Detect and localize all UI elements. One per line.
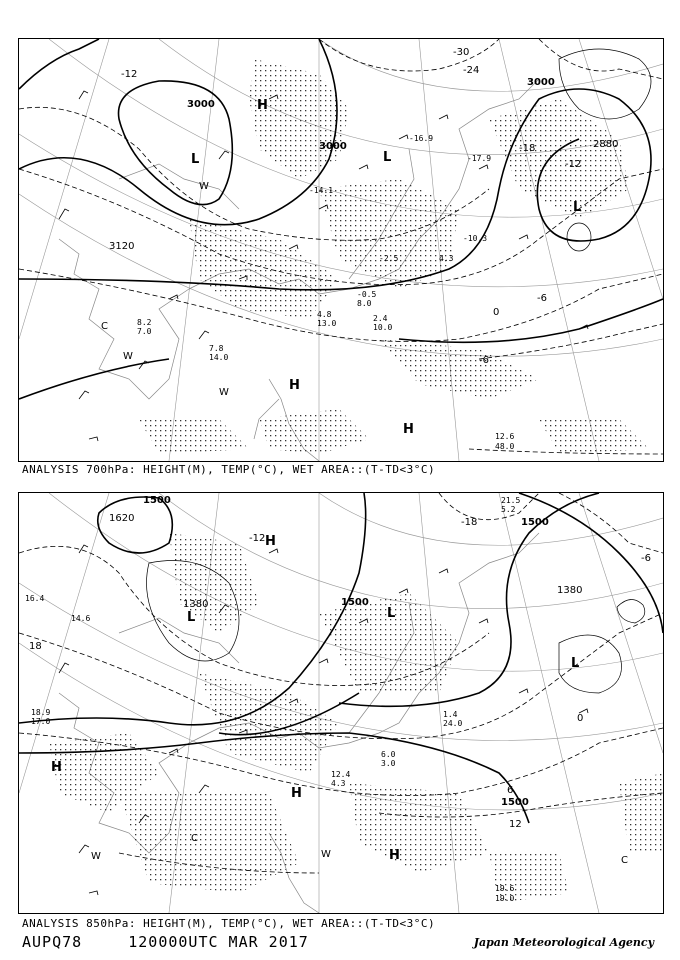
cold-center: C (621, 855, 628, 866)
station-value: 19.6 (495, 884, 515, 893)
station-value: 4.8 (317, 310, 332, 319)
height-label: 1380 (557, 585, 583, 596)
warm-center: W (91, 851, 101, 862)
isotherm-label: 6 (507, 785, 514, 796)
high-center: H (389, 848, 400, 863)
high-center: H (51, 760, 62, 775)
station-value: -10.3 (463, 234, 488, 243)
isotherm-label: -30 (453, 47, 470, 58)
station-value: 18.9 (31, 708, 51, 717)
chart-datetime: 120000UTC MAR 2017 (128, 933, 309, 951)
station-value: 16.4 (25, 594, 45, 603)
high-center: H (403, 422, 414, 437)
height-label: 1500 (143, 495, 171, 506)
high-center: H (291, 786, 302, 801)
station-value: 8.0 (357, 299, 372, 308)
station-value: 48.0 (495, 442, 515, 451)
high-center: H (265, 534, 276, 549)
station-value: -14.1 (309, 186, 334, 195)
isotherm-label: 0 (577, 713, 584, 724)
height-label: 3000 (187, 99, 215, 110)
cold-center: C (101, 321, 108, 332)
isotherm-label: -6 (537, 293, 547, 304)
station-value: 1.4 (443, 710, 458, 719)
isotherm-label: -12 (249, 533, 266, 544)
low-center: L (573, 200, 582, 215)
station-value: 4.3 (439, 254, 454, 263)
agency-name: Japan Meteorological Agency (473, 936, 654, 949)
height-label: 3000 (319, 141, 347, 152)
low-center: L (387, 606, 396, 621)
low-center: L (383, 150, 392, 165)
isotherm-label: -24 (463, 65, 480, 76)
station-value: 21.5 (501, 496, 521, 505)
station-value: 17.0 (31, 717, 51, 726)
high-center: H (289, 378, 300, 393)
chart-850hpa (18, 492, 664, 914)
station-value: 3.0 (381, 759, 396, 768)
isotherm-label: 12 (509, 819, 522, 830)
isotherm-label: -12 (565, 159, 582, 170)
height-label: 1620 (109, 513, 135, 524)
station-value: 4.3 (331, 779, 346, 788)
station-value: 14.6 (71, 614, 91, 623)
chart-700hpa (18, 38, 664, 462)
low-center: L (187, 610, 196, 625)
station-value: -0.5 (357, 290, 377, 299)
isotherm-label: -12 (121, 69, 138, 80)
isotherm-label: 18 (29, 641, 42, 652)
low-center: L (191, 152, 200, 167)
station-value: -16.9 (409, 134, 434, 143)
warm-center: W (321, 849, 331, 860)
warm-center: W (219, 387, 229, 398)
height-label: 2880 (593, 139, 619, 150)
cold-center: C (191, 833, 198, 844)
station-value: -2.5 (379, 254, 399, 263)
station-value: 7.8 (209, 344, 224, 353)
caption-700hpa: ANALYSIS 700hPa: HEIGHT(M), TEMP(°C), WET AREA::(T-TD<3°C) (22, 463, 436, 476)
station-value: -17.9 (467, 154, 492, 163)
height-label: 1500 (501, 797, 529, 808)
height-label: 3000 (527, 77, 555, 88)
station-value: 12.4 (331, 770, 351, 779)
station-value: 2.4 (373, 314, 388, 323)
station-value: 10.0 (373, 323, 393, 332)
station-value: 19.0 (495, 894, 515, 903)
warm-center: W (123, 351, 133, 362)
low-center: L (571, 656, 580, 671)
station-value: 24.0 (443, 719, 463, 728)
station-value: 8.2 (137, 318, 152, 327)
station-value: 13.0 (317, 319, 337, 328)
height-label: 1500 (341, 597, 369, 608)
station-value: 5.2 (501, 505, 516, 514)
height-label: 1500 (521, 517, 549, 528)
height-label: 1380 (183, 599, 209, 610)
chart-700hpa-map (19, 39, 663, 461)
high-center: H (257, 98, 268, 113)
isotherm-label: -18 (461, 517, 478, 528)
height-label: 3120 (109, 241, 135, 252)
station-value: 6.0 (381, 750, 396, 759)
station-value: 7.0 (137, 327, 152, 336)
warm-center: W (199, 181, 209, 192)
station-value: 14.0 (209, 353, 229, 362)
station-value: 12.6 (495, 432, 515, 441)
isotherm-label: -6 (479, 355, 489, 366)
isotherm-label: -18 (519, 143, 536, 154)
isotherm-label: -6 (641, 553, 651, 564)
caption-850hpa: ANALYSIS 850hPa: HEIGHT(M), TEMP(°C), WET AREA::(T-TD<3°C) (22, 917, 436, 930)
chart-code: AUPQ78 (22, 933, 83, 951)
chart-850hpa-map (19, 493, 663, 913)
chart-identifier (22, 933, 309, 951)
isotherm-label: 0 (493, 307, 500, 318)
